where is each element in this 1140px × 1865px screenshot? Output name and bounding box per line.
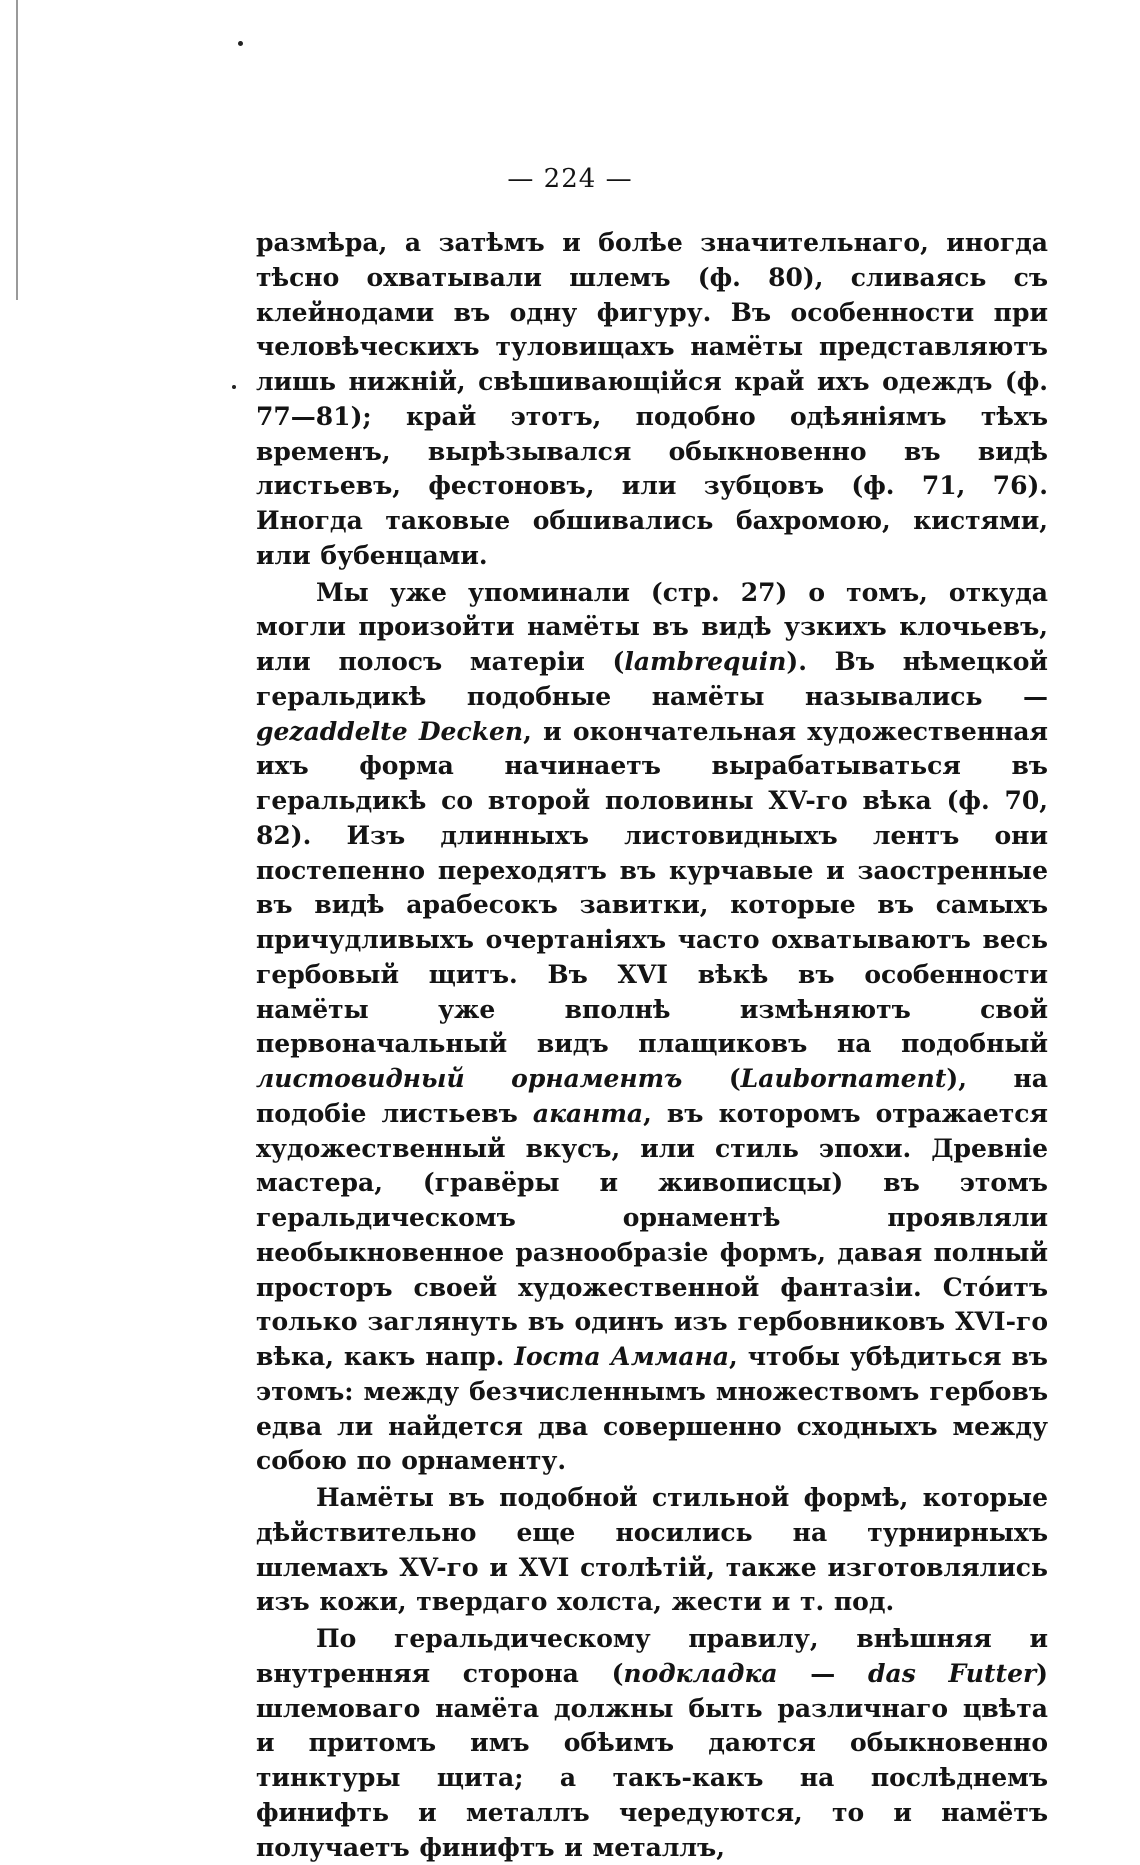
text-segment: , въ которомъ отражается художественный вкусъ, или стиль эпохи. Древніе мастера, (гравёры и живописцы) въ этомъ геральдическомъ орнаментѣ проявляли необыкновенное разнообразіе формъ, давая полный просторъ своей художественной фантазіи. Стóитъ только заглянуть въ одинъ изъ гербовниковъ XVI-го вѣка, какъ напр. bbox=[256, 1098, 1048, 1371]
page-body bbox=[256, 226, 1048, 1865]
italic-term: листовидный орнаментъ bbox=[256, 1064, 683, 1093]
text-segment: , чтобы убѣдиться въ этомъ: между безчисленнымъ множествомъ гербовъ едва ли найдется два совершенно сходныхъ между собою по орнаменту. bbox=[256, 1342, 1048, 1476]
paragraph-heraldic-rule bbox=[256, 1622, 1048, 1865]
margin-bullet-mark bbox=[232, 385, 236, 389]
text-segment: ( bbox=[682, 1064, 741, 1093]
italic-term: аканта bbox=[532, 1098, 644, 1128]
italic-term: das Futter bbox=[868, 1658, 1037, 1688]
text-segment: ) шлемоваго намёта должны быть различнаго цвѣта и притомъ имъ обѣимъ даются обыкновенно тинктуры щита; а такъ-какъ на послѣднемъ финифть и металлъ чередуются, то и намётъ получаетъ финифтъ и металлъ, bbox=[256, 1658, 1048, 1862]
text-segment: — bbox=[777, 1658, 869, 1688]
text-segment: Мы уже упоминали (стр. 27) о томъ, откуда могли произойти намёты въ видѣ узкихъ клочьевъ, или полосъ матеріи ( bbox=[256, 577, 1048, 676]
text-segment: ). Въ нѣмецкой геральдикѣ подобные намёты назывались — bbox=[256, 647, 1048, 711]
italic-term: lambrequin bbox=[624, 647, 787, 676]
paragraph-continued bbox=[256, 226, 1048, 574]
text-segment: Намёты въ подобной стильной формѣ, которые дѣйствительно еще носились на турнирныхъ шлемахъ XV-го и XVI столѣтій, также изготовлялись изъ кожи, твердаго холста, жести и т. под. bbox=[256, 1483, 1048, 1617]
page-number: — 224 — bbox=[507, 164, 633, 194]
paragraph-materials bbox=[256, 1481, 1048, 1620]
italic-name: Іоста Аммана bbox=[514, 1342, 730, 1371]
text-segment: размѣра, а затѣмъ и болѣе значительнаго, иногда тѣсно охватывали шлемъ (ф. 80), сливаясь съ клейнодами въ одну фигуру. Въ особенности при человѣческихъ туловищахъ намёты представляютъ лишь нижній, свѣшивающійся край ихъ одеждъ (ф. 77—81); край этотъ, подобно одѣяніямъ тѣхъ временъ, вырѣзывался обыкновенно въ видѣ листьевъ, фестоновъ, или зубцовъ (ф. 71, 76). Иногда таковые обшивались бахромою, кистями, или бубенцами. bbox=[256, 228, 1048, 570]
italic-term: подкладка bbox=[623, 1658, 778, 1688]
text-segment: По геральдическому правилу, внѣшняя и внутренняя сторона ( bbox=[256, 1624, 1048, 1688]
italic-term: Laubornament bbox=[740, 1064, 947, 1093]
text-segment: ), на подобіе листьевъ bbox=[256, 1064, 1048, 1128]
scan-edge-line bbox=[16, 0, 18, 300]
scan-speck bbox=[238, 41, 243, 46]
italic-term: gezaddelte Decken bbox=[256, 716, 524, 746]
paragraph-lambrequin bbox=[256, 576, 1048, 1480]
text-segment: , и окончательная художественная ихъ форма начинаетъ вырабатываться въ геральдикѣ со второй половины XV-го вѣка (ф. 70, 82). Изъ длинныхъ листовидныхъ лентъ они постепенно переходятъ въ курчавые и заостренные въ видѣ арабесокъ завитки, которые въ самыхъ причудливыхъ очертаніяхъ часто охватываютъ весь гербовый щитъ. Въ XVI вѣкѣ въ особенности намёты уже вполнѣ измѣняютъ свой первоначальный видъ плащиковъ на подобный bbox=[256, 716, 1048, 1059]
